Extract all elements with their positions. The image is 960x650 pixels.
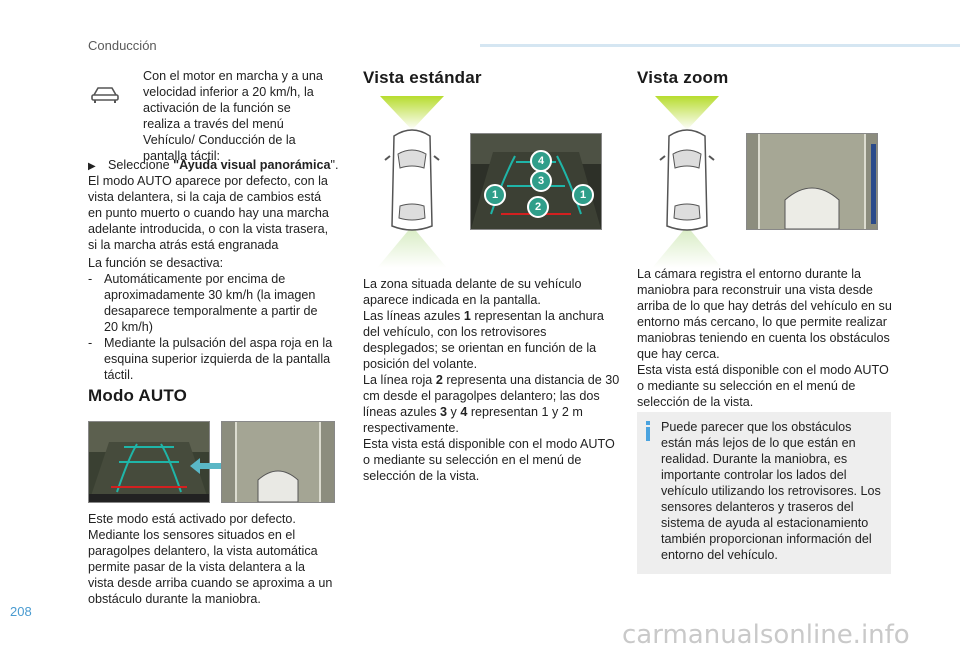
auto-top-view-image xyxy=(221,421,335,503)
marker-2: 2 xyxy=(527,196,549,218)
list-item: - Automáticamente por encima de aproximadamente 30 km/h (la imagen desaparece temporalmente a partir de 20 km/h) xyxy=(88,272,318,334)
note-text: Puede parecer que los obstáculos están más lejos de lo que están en realidad. Durante la maniobra, es importante controlar los lados del vehículo utilizando los retrovisores. Los sensores delanteros y traseros del sistema de ayuda al estacionamiento también proporcionan información del entorno del vehículo. xyxy=(661,420,881,562)
zoom-text xyxy=(637,266,895,410)
zoom-view-heading: Vista zoom xyxy=(637,68,729,87)
section-title: Conducción xyxy=(88,38,157,53)
zoom-p2: Esta vista está disponible con el modo AUTO o mediante su selección en el menú de selección de la vista. xyxy=(637,363,889,409)
car-icon xyxy=(90,84,120,104)
deactivate-list xyxy=(88,271,334,383)
header-bar xyxy=(480,44,960,47)
standard-p4: Esta vista está disponible con el modo AUTO o mediante su selección en el menú de selección de la vista. xyxy=(363,437,615,483)
marker-1-left: 1 xyxy=(484,184,506,206)
marker-1-right: 1 xyxy=(572,184,594,206)
select-suffix: ". xyxy=(330,158,339,172)
standard-text xyxy=(363,276,621,484)
standard-p3: La línea roja 2 representa una distancia de 30 cm desde el paragolpes delantero; las dos líneas azules 3 y 4 representan 1 y 2 m respectivamente. xyxy=(363,373,620,435)
car-top-diagram-standard xyxy=(362,96,462,268)
auto-text: Este modo está activado por defecto. Mediante los sensores situados en el paragolpes delantero, la vista automática permite pasar de la vista delantera a la vista desde arriba cuando se aproxima a un obstáculo durante la maniobra. xyxy=(88,512,333,606)
list-item: - Mediante la pulsación del aspa roja en la esquina superior izquierda de la pantalla táctil. xyxy=(88,336,333,382)
auto-default-text: El modo AUTO aparece por defecto, con la vista delantera, si la caja de cambios está en punto muerto o cuando hay una marcha adelante introducida, o con la vista trasera, si la marcha atrás está engranada xyxy=(88,174,329,252)
marker-3: 3 xyxy=(530,170,552,192)
standard-p2: Las líneas azules 1 representan la anchura del vehículo, con los retrovisores desplegados; se orientan en función de la posición del volante. xyxy=(363,309,604,371)
marker-4: 4 xyxy=(530,150,552,172)
info-icon xyxy=(644,421,652,441)
intro-text: Con el motor en marcha y a una velocidad inferior a 20 km/h, la activación de la función se realiza a través del menú Vehículo/ Conducción de la pantalla táctil: xyxy=(143,69,323,163)
zoom-camera-image xyxy=(746,133,878,230)
bullet-arrow-icon: ▶ xyxy=(88,161,96,172)
standard-view-heading: Vista estándar xyxy=(363,68,482,87)
watermark: carmanualsonline.info xyxy=(622,620,910,650)
deactivate-heading: La función se desactiva: xyxy=(88,256,224,270)
auto-heading: Modo AUTO xyxy=(88,386,188,405)
zoom-p1: La cámara registra el entorno durante la maniobra para reconstruir una vista desde arriba de lo que hay detrás del vehículo en su entorno más cercano, lo que permite realizar maniobras teniendo en cuenta los obstáculos que hay cerca. xyxy=(637,267,892,361)
standard-p1: La zona situada delante de su vehículo aparece indicada en la pantalla. xyxy=(363,277,582,307)
select-bold: "Ayuda visual panorámica xyxy=(173,158,331,172)
car-top-diagram-zoom xyxy=(637,96,737,268)
select-prefix: Seleccione xyxy=(108,158,174,172)
page-number: 208 xyxy=(10,604,32,619)
